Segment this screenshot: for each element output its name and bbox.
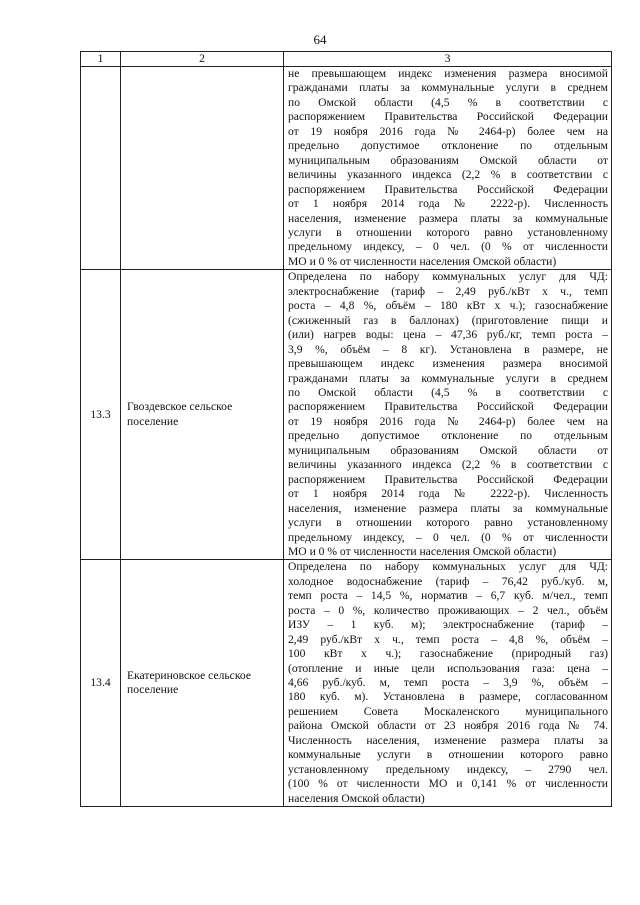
description-line: предельному индексу, – 0 чел. (0 % от численности <box>288 530 608 544</box>
description-line: района Омской области от 23 ноября 2016 года № 74. <box>288 719 608 733</box>
row-number: 13.3 <box>81 270 121 560</box>
description-line: услуги в отношении которого равно установленному <box>288 516 608 530</box>
description-line: 2,49 руб./кВт х ч., темп роста – 4,8 %, объём – <box>288 632 608 646</box>
description-line: населения Омской области) <box>288 791 425 805</box>
description-line: величины указанного индекса (2,2 % в соответствии с <box>288 458 608 472</box>
description-line: муниципальным образованиям Омской области от <box>288 443 608 457</box>
description-line: населения, изменение размера платы за коммунальные <box>288 501 608 515</box>
description-line: МО и 0 % от численности населения Омской области) <box>288 254 557 268</box>
municipality-name: Гвоздевское сельское поселение <box>121 270 284 560</box>
description-line: гражданами платы за коммунальные услуги в среднем <box>288 371 608 385</box>
description-line: распоряжением Правительства Российской Федерации <box>288 110 608 124</box>
description-line: распоряжением Правительства Российской Федерации <box>288 400 608 414</box>
description-line: (100 % от численности МО и 0,141 % от численности <box>288 777 608 791</box>
description-line: Определена по набору коммунальных услуг для ЧД: <box>288 270 608 284</box>
description-line: от 19 ноября 2016 года № 2464-р) более чем на <box>288 124 608 138</box>
column-header-3: 3 <box>284 52 612 67</box>
municipal-fee-table <box>80 51 612 807</box>
description-line: не превышающем индекс изменения размера вносимой <box>288 67 608 80</box>
description-line: от 19 ноября 2016 года № 2464-р) более чем на <box>288 414 608 428</box>
fee-description <box>284 270 612 560</box>
column-header-1: 1 <box>81 52 121 67</box>
fee-description <box>284 560 612 807</box>
row-number: 13.4 <box>81 560 121 807</box>
table-header-row <box>81 52 612 67</box>
description-line: муниципальным образованиям Омской области от <box>288 153 608 167</box>
column-header-2: 2 <box>121 52 284 67</box>
description-line: ИЗУ – 1 куб. м); электроснабжение (тариф – <box>288 618 608 632</box>
description-line: установленному предельному индексу, – 2790 чел. <box>288 762 608 776</box>
description-line: холодное водоснабжение (тариф – 76,42 руб./куб. м, <box>288 574 608 588</box>
table-row <box>81 560 612 807</box>
row-number <box>81 67 121 270</box>
description-line: гражданами платы за коммунальные услуги в среднем <box>288 81 608 95</box>
description-line: решением Совета Москаленского муниципального <box>288 704 608 718</box>
description-line: от 1 ноября 2014 года № 2222-р). Численность <box>288 197 608 211</box>
description-line: электроснабжение (тариф – 2,49 руб./кВт х ч., темп <box>288 284 608 298</box>
description-line: (сжиженный газ в баллонах) (приготовление пищи и <box>288 313 608 327</box>
description-line: МО и 0 % от численности населения Омской области) <box>288 544 557 558</box>
description-line: темп роста – 14,5 %, норматив – 6,7 куб. м/чел., темп <box>288 589 608 603</box>
description-line: 4,66 руб./куб. м, темп роста – 3,9 %, объём – <box>288 676 608 690</box>
description-line: величины указанного индекса (2,2 % в соответствии с <box>288 168 608 182</box>
description-line: распоряжением Правительства Российской Федерации <box>288 472 608 486</box>
description-line: распоряжением Правительства Российской Федерации <box>288 182 608 196</box>
description-line: предельно допустимое отклонение по отдельным <box>288 139 608 153</box>
municipality-name: Екатериновское сельское поселение <box>121 560 284 807</box>
page-number: 64 <box>313 32 327 47</box>
description-line: Численность населения, изменение размера платы за <box>288 733 608 747</box>
description-line: предельному индексу, – 0 чел. (0 % от численности <box>288 240 608 254</box>
description-line: роста – 0 %, количество проживающих – 2 чел., объём <box>288 603 608 617</box>
municipality-name <box>121 67 284 270</box>
description-line: 100 кВт х ч.); газоснабжение (природный газ) <box>288 647 608 661</box>
description-line: от 1 ноября 2014 года № 2222-р). Численность <box>288 487 608 501</box>
description-line: (или) нагрев воды: цена – 47,36 руб./кг, темп роста – <box>288 328 608 342</box>
description-line: 3,9 %, объём – 8 кг). Установлена в размере, не <box>288 342 608 356</box>
fee-description <box>284 67 612 270</box>
description-line: 180 куб. м). Установлена в размере, согласованном <box>288 690 608 704</box>
table-row <box>81 270 612 560</box>
description-line: предельно допустимое отклонение по отдельным <box>288 429 608 443</box>
description-line: по Омской области (4,5 % в соответствии с <box>288 95 608 109</box>
description-line: Определена по набору коммунальных услуг для ЧД: <box>288 560 608 574</box>
description-line: превышающем индекс изменения размера вносимой <box>288 357 608 371</box>
description-line: по Омской области (4,5 % в соответствии с <box>288 385 608 399</box>
description-line: населения, изменение размера платы за коммунальные <box>288 211 608 225</box>
description-line: роста – 4,8 %, объём – 180 кВт х ч.); газоснабжение <box>288 299 608 313</box>
table-row <box>81 67 612 270</box>
description-line: (отопление и иные цели использования газа: цена – <box>288 661 608 675</box>
description-line: коммунальные услуги в отношении которого равно <box>288 748 608 762</box>
description-line: услуги в отношении которого равно установленному <box>288 225 608 239</box>
